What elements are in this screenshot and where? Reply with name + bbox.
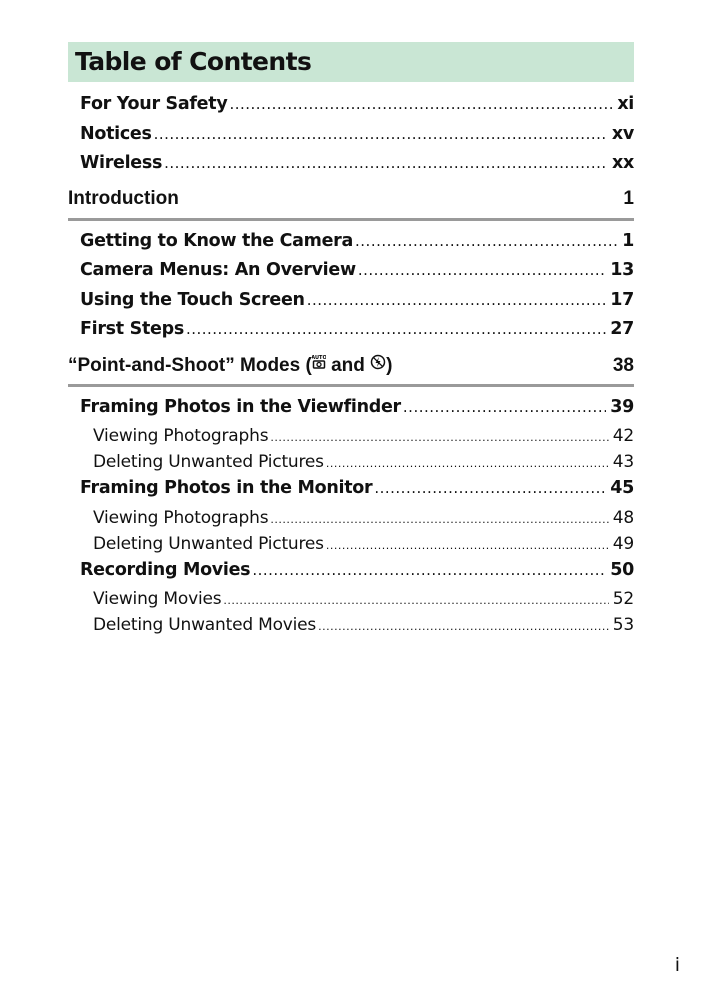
leader-dots: [403, 398, 606, 416]
leader-dots: [307, 291, 607, 309]
section-heading-point-and-shoot[interactable]: [68, 354, 634, 387]
leader-dots: [374, 479, 606, 497]
leader-dots: [252, 561, 606, 579]
leader-dots: [154, 125, 608, 143]
leader-dots: [270, 513, 608, 526]
toc-entry-touch-screen[interactable]: [68, 290, 634, 320]
toc-entry-label: Using the Touch Screen: [80, 289, 305, 310]
table-of-contents: [68, 94, 634, 641]
leader-dots: [355, 232, 618, 250]
leader-dots: [326, 539, 609, 552]
toc-entry-camera-menus[interactable]: [68, 260, 634, 290]
section-title: [68, 354, 392, 377]
toc-entry-label: Viewing Photographs: [93, 426, 269, 446]
flash-off-mode-icon: [370, 354, 386, 374]
section-title-prefix: “Point-and-Shoot” Modes (: [68, 354, 312, 376]
toc-entry-label: Viewing Movies: [93, 589, 222, 609]
toc-entry-page: xx: [612, 153, 634, 173]
toc-entry-label: Getting to Know the Camera: [80, 230, 354, 251]
section-title: Introduction: [68, 187, 179, 209]
toc-subentry-viewing-photographs[interactable]: [68, 426, 634, 452]
toc-entry-getting-to-know[interactable]: [68, 231, 634, 261]
toc-entry-page: xv: [611, 123, 634, 144]
toc-entry-label: Camera Menus: An Overview: [80, 260, 356, 280]
toc-entry-label: For Your Safety: [80, 94, 228, 114]
toc-entry-page: 39: [610, 396, 634, 417]
toc-entry-label: Framing Photos in the Monitor: [80, 478, 373, 498]
toc-entry-first-steps[interactable]: [68, 319, 634, 349]
leader-dots: [358, 261, 606, 279]
toc-entry-page: 42: [612, 426, 634, 446]
toc-entry-page: 52: [612, 589, 634, 609]
toc-entry-page: 17: [610, 289, 634, 310]
toc-entry-label: First Steps: [80, 319, 184, 339]
section-page: 1: [623, 187, 634, 209]
toc-entry-framing-viewfinder[interactable]: [68, 397, 634, 427]
toc-entry-label: Deleting Unwanted Pictures: [93, 533, 324, 554]
toc-entry-framing-monitor[interactable]: [68, 478, 634, 508]
toc-entry-page: 53: [612, 615, 634, 635]
toc-entry-label: Deleting Unwanted Pictures: [93, 452, 324, 472]
toc-entry-page: 1: [622, 230, 634, 251]
toc-entry-wireless[interactable]: [68, 153, 634, 183]
section-title-suffix: ): [386, 354, 393, 376]
leader-dots: [164, 154, 608, 172]
toc-entry-for-your-safety[interactable]: [68, 94, 634, 124]
toc-entry-label: Viewing Photographs: [93, 507, 269, 528]
toc-entry-page: 43: [612, 452, 634, 472]
toc-entry-label: Notices: [80, 123, 152, 144]
toc-entry-label: Deleting Unwanted Movies: [93, 615, 317, 635]
toc-subentry-viewing-movies[interactable]: [68, 589, 634, 615]
toc-subentry-viewing-photographs[interactable]: [68, 508, 634, 534]
toc-entry-page: 45: [610, 478, 634, 498]
leader-dots: [229, 95, 613, 113]
leader-dots: [318, 620, 609, 633]
toc-entry-notices[interactable]: [68, 124, 634, 154]
toc-subentry-deleting-pictures[interactable]: [68, 534, 634, 560]
svg-text:AUTO: AUTO: [311, 354, 326, 361]
page-number: i: [674, 954, 680, 976]
section-title-and: and: [325, 354, 371, 376]
toc-title: Table of Contents: [68, 42, 634, 82]
leader-dots: [270, 431, 608, 444]
toc-entry-page: xi: [617, 94, 634, 114]
toc-entry-page: 49: [612, 533, 634, 554]
toc-subentry-deleting-pictures[interactable]: [68, 452, 634, 478]
toc-entry-page: 27: [610, 319, 634, 339]
toc-entry-label: Wireless: [80, 153, 163, 173]
toc-entry-page: 13: [610, 260, 634, 280]
leader-dots: [223, 594, 608, 607]
toc-entry-label: Recording Movies: [80, 559, 251, 580]
section-heading-introduction[interactable]: [68, 188, 634, 221]
toc-entry-label: Framing Photos in the Viewfinder: [80, 396, 401, 417]
leader-dots: [186, 320, 606, 338]
toc-entry-recording-movies[interactable]: [68, 560, 634, 590]
auto-mode-icon: [312, 354, 326, 374]
leader-dots: [326, 457, 609, 470]
section-page: 38: [612, 354, 634, 376]
toc-entry-page: 50: [610, 559, 634, 580]
toc-subentry-deleting-movies[interactable]: [68, 615, 634, 641]
toc-entry-page: 48: [612, 507, 634, 528]
